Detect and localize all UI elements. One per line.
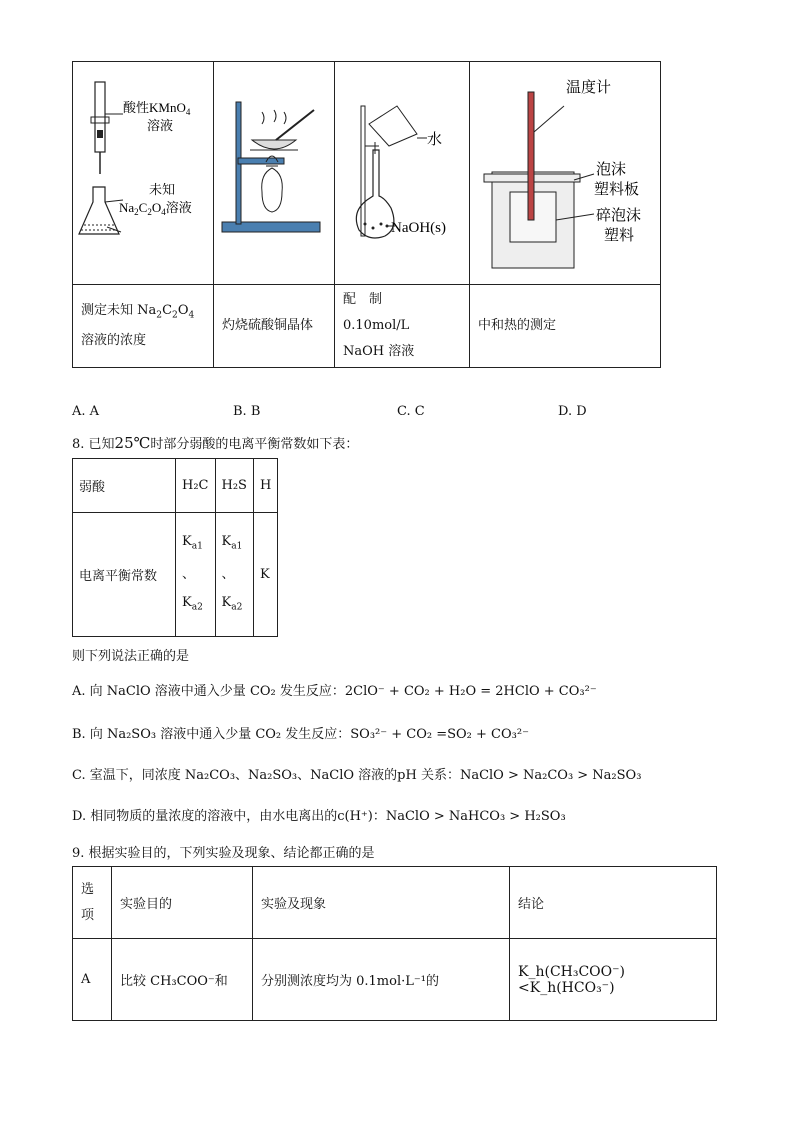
na2c2o4-label: $Na_2C_2O_4$溶液 xyxy=(119,200,192,217)
acid-h2so3: H₂S xyxy=(215,459,253,513)
q9-stem: 9. 根据实验目的，下列实验及现象、结论都正确的是 xyxy=(72,846,375,861)
calorimeter-diagram xyxy=(470,62,660,280)
const-h2co3: $K_{a1}$ 、 $K_{a2}$ xyxy=(176,513,216,637)
row-a-option: A xyxy=(73,939,112,1021)
option-d: D. D xyxy=(558,404,587,419)
row-a-purpose: 比较 CH₃COO⁻和 xyxy=(112,939,253,1021)
acid-hclo: H xyxy=(253,459,277,513)
acid-constant-table xyxy=(72,458,278,637)
const-hclo: K xyxy=(253,513,277,637)
q8-option-c: C. 室温下，同浓度 Na₂CO₃、Na₂SO₃、NaClO 溶液的pH 关系：NaClO > Na₂CO₃ > Na₂SO₃ xyxy=(72,768,642,783)
volumetric-flask-diagram xyxy=(335,62,469,280)
q8-stem: 8. 已知25℃时部分弱酸的电离平衡常数如下表： xyxy=(72,434,359,452)
q8-option-b: B. 向 Na₂SO₃ 溶液中通入少量 CO₂ 发生反应：SO₃²⁻ + CO₂ =SO₂ + CO₃²⁻ xyxy=(72,727,529,742)
q8-option-d: D. 相同物质的量浓度的溶液中，由水电离出的c(H⁺)：NaClO > NaHCO₃ > H₂SO₃ xyxy=(72,809,566,824)
q8-prompt: 则下列说法正确的是 xyxy=(72,649,190,664)
water-label: 水 xyxy=(427,132,443,148)
foam-board-label-2: 塑料板 xyxy=(594,182,640,198)
option-c: C. C xyxy=(397,404,425,419)
crushed-foam-label-1: 碎泡沫 xyxy=(596,208,642,224)
row-a-conclusion: K_h(CH₃COO⁻)<K_h(HCO₃⁻) xyxy=(510,939,717,1021)
crucible-burning-diagram xyxy=(214,62,334,280)
apparatus-cell-calorimeter xyxy=(470,62,661,285)
header-conclusion: 结论 xyxy=(510,867,717,939)
row-label-constant: 电离平衡常数 xyxy=(73,513,176,637)
unknown-label: 未知 xyxy=(149,182,176,197)
kmno4-label: 酸性KMnO$_4$ xyxy=(123,100,191,117)
foam-board-label-1: 泡沫 xyxy=(596,162,627,178)
apparatus-cell-titration xyxy=(73,62,214,285)
caption-burning: 灼烧硫酸铜晶体 xyxy=(214,285,335,368)
row-a-experiment: 分别测浓度均为 0.1mol·L⁻¹的 xyxy=(253,939,510,1021)
crushed-foam-label-2: 塑料 xyxy=(604,228,635,244)
const-h2so3: $K_{a1}$ 、 $K_{a2}$ xyxy=(215,513,253,637)
kmno4-solution-label: 溶液 xyxy=(147,118,174,133)
thermometer-label: 温度计 xyxy=(566,80,612,96)
header-experiment: 实验及现象 xyxy=(253,867,510,939)
caption-volumetric: 配 制 0.10mol/L NaOH 溶液 xyxy=(335,285,470,368)
header-option: 选项 xyxy=(73,867,112,939)
option-a: A. A xyxy=(72,404,100,419)
caption-titration: 测定未知 $Na_2C_2O_4$ 溶液的浓度 xyxy=(73,285,214,368)
apparatus-table xyxy=(72,61,661,368)
naoh-label: NaOH(s) xyxy=(391,220,446,236)
q9-table xyxy=(72,866,717,1021)
header-purpose: 实验目的 xyxy=(112,867,253,939)
apparatus-cell-volumetric xyxy=(335,62,470,285)
row-label-acid: 弱酸 xyxy=(73,459,176,513)
acid-h2co3: H₂C xyxy=(176,459,216,513)
q8-option-a: A. 向 NaClO 溶液中通入少量 CO₂ 发生反应：2ClO⁻ + CO₂ + H₂O = 2HClO + CO₃²⁻ xyxy=(72,684,597,699)
titration-diagram xyxy=(73,62,213,280)
option-b: B. B xyxy=(233,404,261,419)
caption-calorimeter: 中和热的测定 xyxy=(470,285,661,368)
apparatus-cell-burning xyxy=(214,62,335,285)
